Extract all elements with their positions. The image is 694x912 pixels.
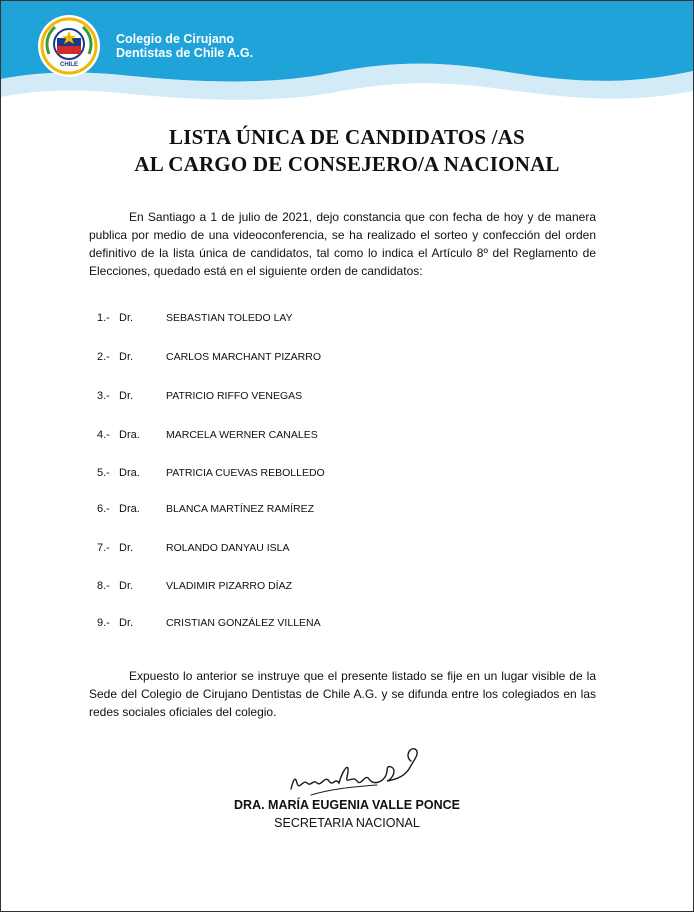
candidate-number: 2.- xyxy=(97,351,110,363)
candidate-title: Dr. xyxy=(119,351,134,363)
candidate-name: PATRICIO RIFFO VENEGAS xyxy=(166,390,303,402)
candidate-row xyxy=(1,542,693,558)
candidate-number: 5.- xyxy=(97,467,110,479)
candidate-number: 8.- xyxy=(97,580,110,592)
signer-name: DRA. MARÍA EUGENIA VALLE PONCE xyxy=(234,798,460,812)
candidate-title: Dr. xyxy=(119,312,134,324)
candidate-row xyxy=(1,617,693,633)
org-name xyxy=(116,32,253,60)
svg-text:CHILE: CHILE xyxy=(60,62,78,68)
intro-paragraph xyxy=(89,208,596,280)
candidate-row xyxy=(1,351,693,367)
candidate-number: 9.- xyxy=(97,617,110,629)
college-logo xyxy=(37,14,101,78)
candidate-row xyxy=(1,580,693,596)
candidate-title: Dr. xyxy=(119,390,134,402)
signer-role: SECRETARIA NACIONAL xyxy=(274,816,420,830)
candidate-title: Dra. xyxy=(119,429,140,441)
candidate-name: VLADIMIR PIZARRO DÍAZ xyxy=(166,580,293,592)
candidate-number: 1.- xyxy=(97,312,110,324)
letterhead xyxy=(1,1,693,121)
candidate-title: Dr. xyxy=(119,617,134,629)
candidate-name: CARLOS MARCHANT PIZARRO xyxy=(166,351,321,363)
org-name-line1: Colegio de Cirujano xyxy=(116,32,235,46)
candidate-title: Dr. xyxy=(119,580,134,592)
candidate-title: Dra. xyxy=(119,503,140,515)
candidate-name: SEBASTIAN TOLEDO LAY xyxy=(166,312,293,324)
candidate-name: ROLANDO DANYAU ISLA xyxy=(166,542,290,554)
candidate-row xyxy=(1,429,693,445)
candidate-name: BLANCA MARTÍNEZ RAMÍREZ xyxy=(166,503,314,515)
candidate-number: 6.- xyxy=(97,503,110,515)
candidate-row xyxy=(1,467,693,483)
candidate-row xyxy=(1,390,693,406)
closing-paragraph xyxy=(89,667,596,721)
letterhead-wave xyxy=(1,1,693,121)
org-name-line2: Dentistas de Chile A.G. xyxy=(116,46,254,60)
candidate-name: MARCELA WERNER CANALES xyxy=(166,429,318,441)
candidate-name: PATRICIA CUEVAS REBOLLEDO xyxy=(166,467,325,479)
closing-text: Expuesto lo anterior se instruye que el presente listado se fije en un lugar visible de la Sede del Colegio de Cirujano Dentistas de Chile A.G. y se difunda entre los colegiados en las redes sociales oficiales del colegio. xyxy=(89,669,596,719)
candidate-title: Dr. xyxy=(119,542,134,554)
candidate-number: 4.- xyxy=(97,429,110,441)
intro-text: En Santiago a 1 de julio de 2021, dejo constancia que con fecha de hoy y de manera publica por medio de una videoconferencia, se ha realizado el sorteo y confección del orden definitivo de la lista única de candidatos, tal como lo indica el Artículo 8º del Reglamento de Elecciones, quedado está en el siguiente orden de candidatos: xyxy=(89,210,596,278)
candidate-title: Dra. xyxy=(119,467,140,479)
document-title-line2: AL CARGO DE CONSEJERO/A NACIONAL xyxy=(134,152,560,176)
candidate-number: 3.- xyxy=(97,390,110,402)
candidate-row xyxy=(1,503,693,519)
candidate-number: 7.- xyxy=(97,542,110,554)
handwritten-signature xyxy=(281,739,431,804)
document-title-line1: LISTA ÚNICA DE CANDIDATOS /AS xyxy=(169,125,525,149)
candidate-name: CRISTIAN GONZÁLEZ VILLENA xyxy=(166,617,321,629)
candidate-row xyxy=(1,312,693,328)
